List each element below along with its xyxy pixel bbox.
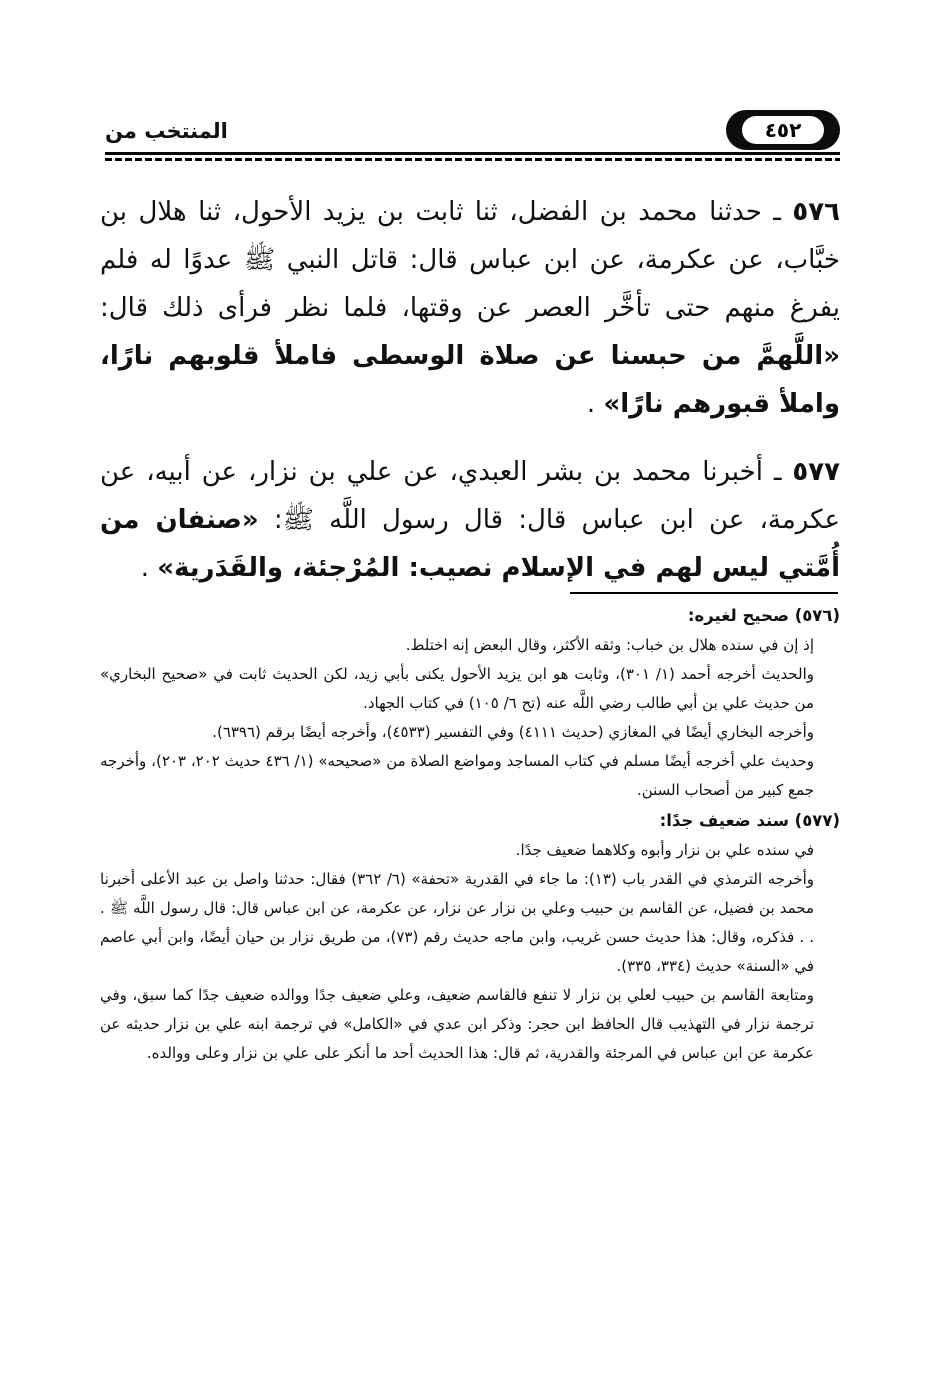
header-rule: [105, 152, 840, 155]
footnote-paragraph: وأخرجه البخاري أيضًا في المغازي (حديث ٤١١١) وفي التفسير (٤٥٣٣)، وأخرجه أيضًا برقم (٦٣٩٦).: [212, 723, 814, 741]
footnote-576: [100, 600, 840, 805]
hadith-text: ـ أخبرنا محمد بن بشر العبدي، عن علي بن نزار، عن أبيه، عن عكرمة، عن ابن عباس قال: قال رسول اللَّه ﷺ:: [100, 457, 840, 535]
prophetic-saying: «صنفان من أُمَّتي ليس لهم في الإسلام نصيب: المُرْجئة، والقَدَرية»: [100, 505, 840, 583]
hadith-number: ٥٧٦: [792, 197, 840, 227]
header-dashed-rule: [105, 158, 840, 161]
page-header: [105, 108, 840, 160]
hadith-576: [100, 188, 840, 428]
prophetic-saying: «اللَّهمَّ من حبسنا عن صلاة الوسطى فاملأ قلوبهم نارًا، واملأ قبورهم نارًا»: [100, 341, 840, 419]
footnote-heading: (٥٧٦) صحيح لغيره:: [687, 606, 840, 625]
footnote-577: [100, 805, 840, 1068]
footnotes: [100, 600, 840, 1068]
footnote-paragraph: والحديث أخرجه أحمد (١/ ٣٠١)، وثابت هو ابن يزيد الأحول يكنى بأبي زيد، لكن الحديث ثابت في «صحيح البخاري» من حديث علي بن أبي طالب رضي اللَّه عنه (تح ٦/ ١٠٥) في كتاب الجهاد.: [100, 665, 814, 712]
footnote-paragraph: وحديث علي أخرجه أيضًا مسلم في كتاب المساجد ومواضع الصلاة من «صحيحه» (١/ ٤٣٦ حديث ٢٠٢، ٢٠٣)، وأخرجه جمع كبير من أصحاب السنن.: [100, 752, 814, 799]
main-text: [100, 188, 840, 612]
footnote-heading: (٥٧٧) سند ضعيف جدًا:: [659, 811, 840, 830]
footnote-separator: [570, 592, 838, 594]
hadith-end: .: [140, 553, 158, 583]
page-number: ٤٥٢: [742, 116, 824, 144]
hadith-number: ٥٧٧: [792, 457, 840, 487]
book-title: المنتخب من: [105, 119, 228, 143]
footnote-paragraph: ومتابعة القاسم بن حبيب لعلي بن نزار لا تنفع فالقاسم ضعيف، وعلي ضعيف جدًا ووالده ضعيف جدًا كما سبق، وفي ترجمة نزار في التهذيب قال الحافظ ابن حجر: وذكر ابن عدي في «الكامل» في ترجمة ابنه علي بن نزار حديثه عن عكرمة عن ابن عباس في المرجئة والقدرية، ثم قال: هذا الحديث أحد ما أنكر على علي بن نزار وعلى ووالده.: [100, 986, 814, 1062]
hadith-577: [100, 448, 840, 592]
hadith-end: .: [586, 389, 604, 419]
footnote-paragraph: وأخرجه الترمذي في القدر باب (١٣): ما جاء في القدرية «تحفة» (٦/ ٣٦٢) فقال: حدثنا واصل بن عبد الأعلى أخبرنا محمد بن فضيل، عن القاسم بن حبيب وعلي بن نزار عن نزار، عن عكرمة، عن ابن عباس قال: قال رسول اللَّه ﷺ . . . فذكره، وقال: هذا حديث حسن غريب، وابن ماجه حديث رقم (٧٣)، من طريق نزار بن حيان أيضًا، وابن أبي عاصم في «السنة» حديث (٣٣٤، ٣٣٥).: [100, 870, 815, 975]
footnote-paragraph: إذ إن في سنده هلال بن خباب: وثقه الأكثر، وقال البعض إنه اختلط.: [405, 636, 814, 654]
page-number-badge: [726, 110, 840, 150]
hadith-text: ـ حدثنا محمد بن الفضل، ثنا ثابت بن يزيد الأحول، ثنا هلال بن خبَّاب، عن عكرمة، عن ابن عباس قال: قاتل النبي ﷺ عدوًا له فلم يفرغ منهم حتى تأخَّر العصر عن وقتها، فلما نظر فرأى ذلك قال:: [100, 197, 840, 323]
footnote-paragraph: في سنده علي بن نزار وأبوه وكلاهما ضعيف جدًا.: [515, 841, 814, 859]
